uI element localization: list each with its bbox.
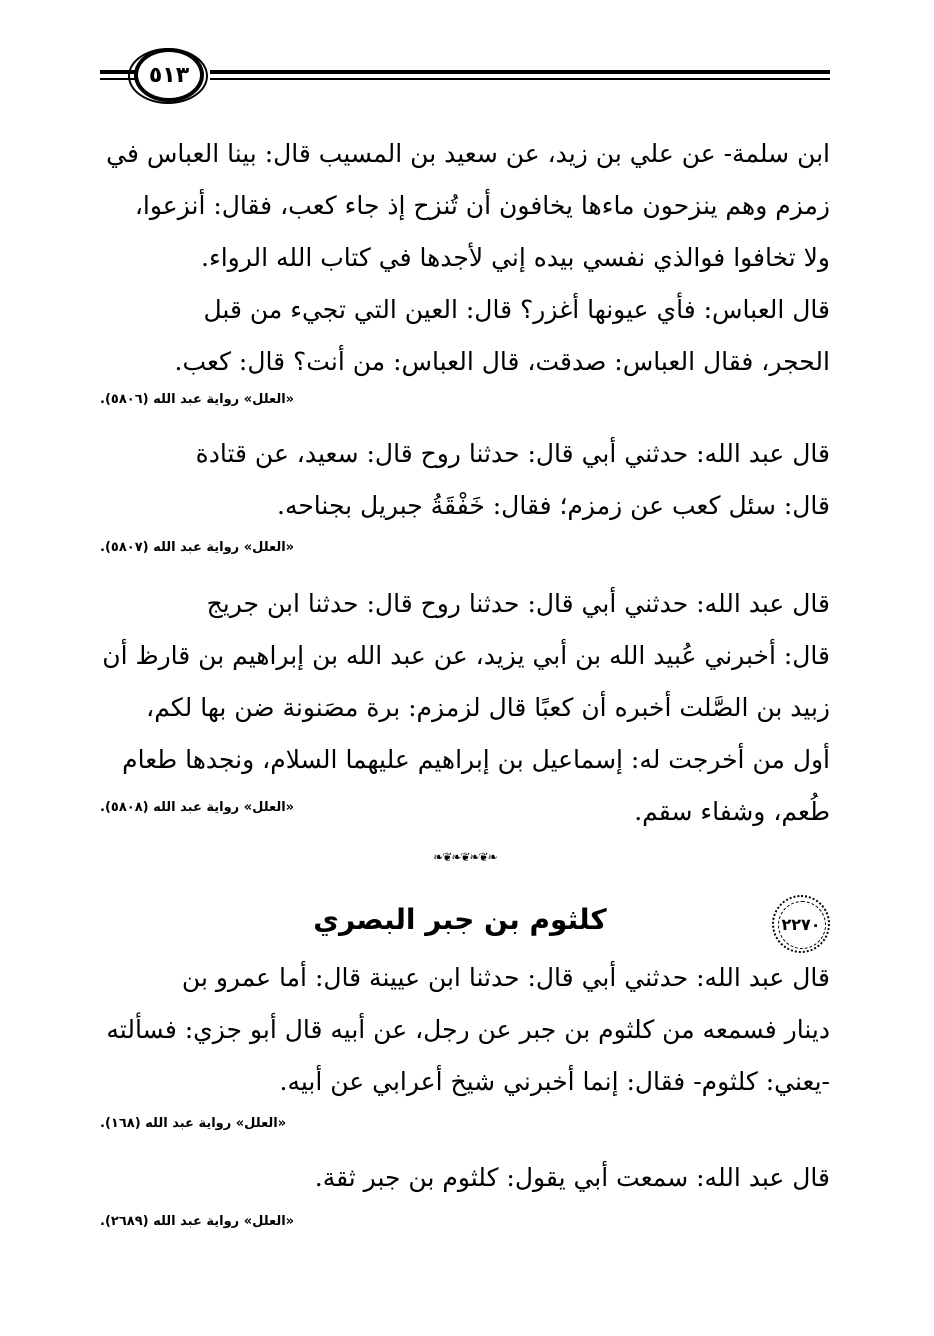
paragraph-6 <box>100 1152 830 1204</box>
text-line: قال عبد الله: حدثني أبي قال: حدثنا روح قال: حدثنا ابن جريج <box>206 589 830 618</box>
text-line: قال عبد الله: حدثني أبي قال: حدثنا روح قال: سعيد، عن قتادة <box>195 439 830 468</box>
header-rule-right-thin <box>210 78 830 80</box>
text-line: ابن سلمة- عن علي بن زيد، عن سعيد بن المسيب قال: بينا العباس في <box>106 139 830 168</box>
section-title: كلثوم بن جبر البصري <box>313 903 607 936</box>
text-line: قال عبد الله: حدثني أبي قال: حدثنا ابن عيينة قال: أما عمرو بن <box>181 963 830 992</box>
text-line: قال العباس: فأي عيونها أغزر؟ قال: العين التي تجيء من قبل <box>203 295 830 324</box>
text-line: قال: سئل كعب عن زمزم؛ فقال: خَفْقَةُ جبريل بجناحه. <box>277 491 830 520</box>
citation: «العلل» رواية عبد الله (٢٦٨٩). <box>100 1214 295 1229</box>
paragraph-1 <box>100 128 830 284</box>
text-line: دينار فسمعه من كلثوم بن جبر عن رجل، عن أبيه قال أبو جزي: فسألته <box>106 1015 830 1044</box>
citation: «العلل» رواية عبد الله (٥٨٠٧). <box>100 540 295 555</box>
entry-number-badge: ٢٢٧٠ <box>772 895 830 953</box>
paragraph-2 <box>100 284 830 388</box>
citation: «العلل» رواية عبد الله (٥٨٠٦). <box>100 392 295 407</box>
text-line: الحجر، فقال العباس: صدقت، قال العباس: من أنت؟ قال: كعب. <box>174 347 830 376</box>
text-line: أول من أخرجت له: إسماعيل بن إبراهيم عليهما السلام، ونجدها طعام <box>122 745 830 774</box>
text-line: -يعني: كلثوم- فقال: إنما أخبرني شيخ أعرابي عن أبيه. <box>279 1067 830 1096</box>
text-line: زمزم وهم ينزحون ماءها يخافون أن تُنزح إذ جاء كعب، فقال: أنزعوا، <box>134 191 830 220</box>
text-line: ولا تخافوا فوالذي نفسي بيده إني لأجدها في كتاب الله الرواء. <box>201 243 830 272</box>
text-line: قال: أخبرني عُبيد الله بن أبي يزيد، عن عبد الله بن إبراهيم بن قارظ أن <box>102 641 830 670</box>
paragraph-5 <box>100 952 830 1108</box>
ornament-divider: ❧❦❧❦❧❦❧ <box>433 850 497 864</box>
page-header <box>100 40 830 110</box>
citation: «العلل» رواية عبد الله (٥٨٠٨). <box>100 800 295 815</box>
text-line: زبيد بن الصَّلت أخبره أن كعبًا قال لزمزم: برة مصَنونة ضن بها لكم، <box>146 693 830 722</box>
header-rule-right <box>210 70 830 74</box>
citation: «العلل» رواية عبد الله (١٦٨). <box>100 1116 287 1131</box>
text-line: قال عبد الله: سمعت أبي يقول: كلثوم بن جبر ثقة. <box>314 1163 830 1192</box>
text-line: طُعم، وشفاء سقم. <box>634 797 830 826</box>
page-number: ٥١٣ <box>134 48 204 102</box>
paragraph-4 <box>100 578 830 838</box>
paragraph-3 <box>100 428 830 532</box>
